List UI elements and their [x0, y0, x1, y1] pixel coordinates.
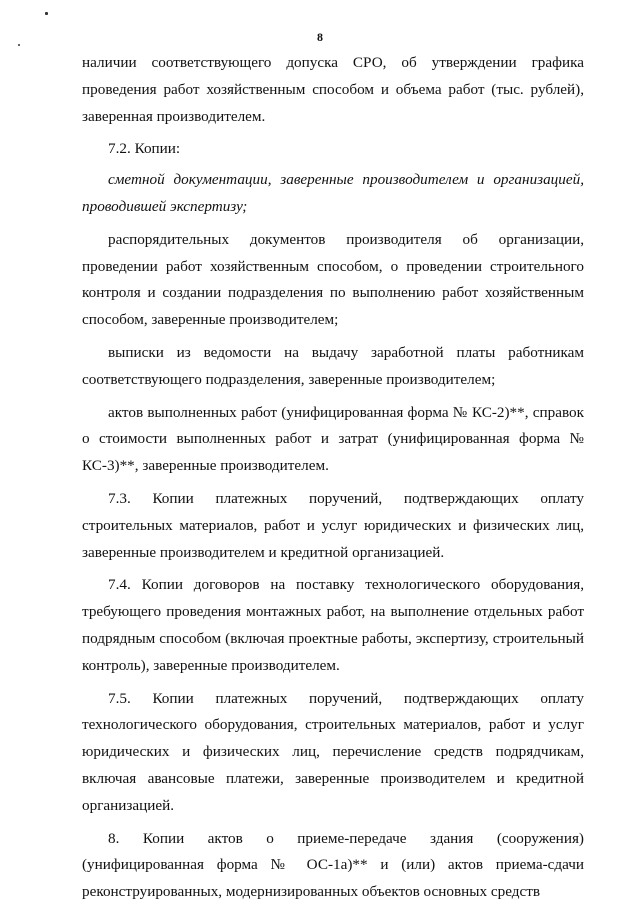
paragraph-payroll-extracts: выписки из ведомости на выдачу заработной платы работникам соответствующего подразделения, заверенные производителем; — [82, 343, 584, 388]
paragraph-completed-work-acts: актов выполненных работ (унифицированная форма № КС-2)**, справок о стоимости выполненных работ и затрат (унифицированная форма № КС-3)**, заверенные производителем. — [82, 403, 584, 475]
paragraph-7-5: 7.5. Копии платежных поручений, подтверждающих оплату технологического оборудования, строительных материалов, работ и услуг юридических и физических лиц, перечисление средств подрядчикам, включая авансовые платежи, заверенные производителем и кредитной организацией. — [82, 689, 584, 814]
paragraph-estimate-docs: сметной документации, заверенные производителем и организацией, проводившей экспертизу; — [82, 171, 584, 215]
scan-speck — [45, 12, 48, 15]
paragraph-7-3: 7.3. Копии платежных поручений, подтверждающих оплату строительных материалов, работ и услуг юридических и физических лиц, заверенные производителем и кредитной организацией. — [82, 489, 584, 561]
paragraph-continuation: наличии соответствующего допуска СРО, об утверждении графика проведения работ хозяйственным способом и объема работ (тыс. рублей), заверенная производителем. — [82, 54, 584, 125]
paragraph-administrative-docs: распорядительных документов производителя об организации, проведении работ хозяйственным способом, о проведении строительного контроля и создании подразделения по выполнению работ хозяйственным способом, заверенные производителем; — [82, 230, 584, 329]
paragraph-8: 8. Копии актов о приеме-передаче здания (сооружения) (унифицированная форма № ОС-1а)** и (или) актов приема-сдачи реконструированных, модернизированных объектов основных средств — [82, 829, 584, 901]
section-heading-7-2: 7.2. Копии: — [108, 140, 181, 158]
page-number: 8 — [317, 30, 323, 44]
paragraph-7-4: 7.4. Копии договоров на поставку технологического оборудования, требующего проведения монтажных работ, на выполнение отдельных работ подрядным способом (включая проектные работы, экспертизу, строительный контроль), заверенные производителем. — [82, 576, 584, 674]
document-body — [82, 50, 584, 912]
